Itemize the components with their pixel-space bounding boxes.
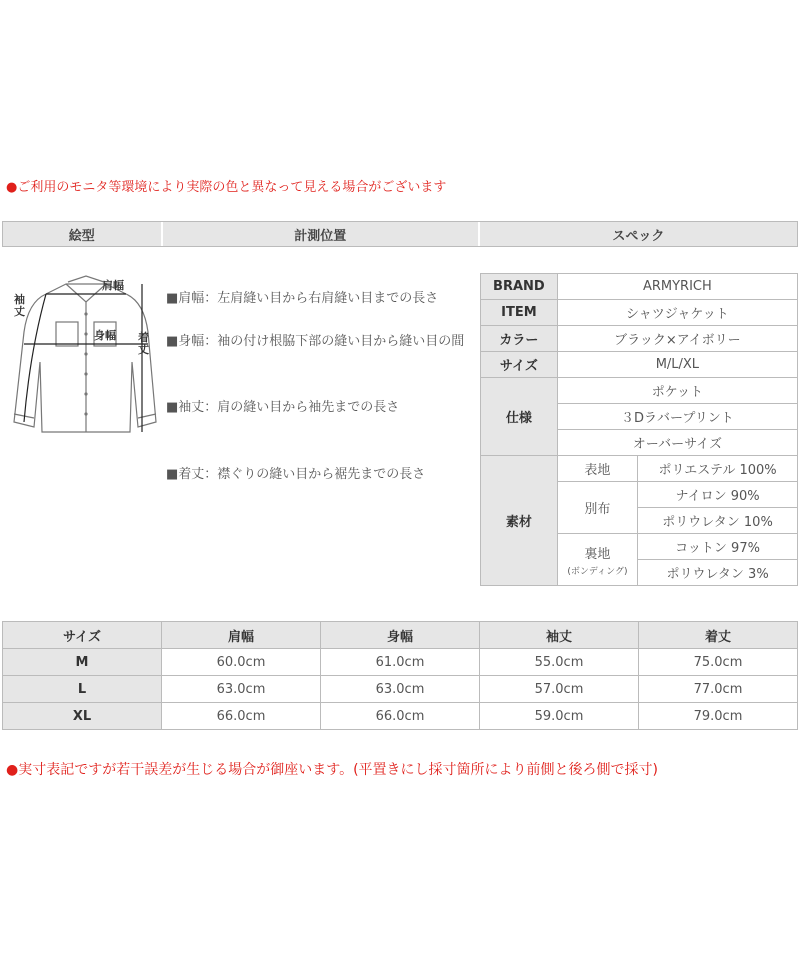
size-name: XL [3,703,162,730]
size-cell: 66.0cm [321,703,480,730]
spec-key: カラー [481,326,558,352]
table-row [3,649,798,676]
spec-key: BRAND [481,274,558,300]
size-cell: 77.0cm [639,676,798,703]
shirt-illustration [6,272,166,442]
measure-shoulder: ■肩幅：左肩縫い目から右肩縫い目までの長さ [166,291,439,306]
table-row [3,676,798,703]
size-cell: 55.0cm [480,649,639,676]
size-header: 袖丈 [480,622,639,649]
measurement-disclaimer: ●実寸表記ですが若干誤差が生じる場合が御座います。(平置きにし採寸箇所により前側と後ろ側で採寸) [6,762,659,778]
length-label-1: 着 [138,331,149,344]
spec-row-features [481,378,798,404]
size-name: L [3,676,162,703]
section-header [2,221,798,247]
spec-value: ポリエステル 100% [638,456,798,482]
spec-value: M/L/XL [557,352,797,378]
material-subkey: 別布 [557,482,637,534]
spec-key: 仕様 [481,378,558,456]
sleeve-label-1: 袖 [14,293,25,306]
spec-value: コットン 97% [638,534,798,560]
spec-key: サイズ [481,352,558,378]
size-cell: 63.0cm [321,676,480,703]
spec-value: シャツジャケット [557,300,797,326]
measure-length: ■着丈：襟ぐりの縫い目から裾先までの長さ [166,467,426,482]
sleeve-label-2: 丈 [14,305,25,318]
spec-value: ３Dラバープリント [557,404,797,430]
spec-table [480,273,798,586]
material-subkey [557,534,637,586]
measure-sleeve: ■袖丈：肩の縫い目から袖先までの長さ [166,400,400,415]
spec-value: ARMYRICH [557,274,797,300]
size-header: 身幅 [321,622,480,649]
shoulder-label: 肩幅 [102,279,124,292]
spec-value: オーバーサイズ [557,430,797,456]
size-header: 着丈 [639,622,798,649]
header-spec: スペック [480,222,797,246]
size-cell: 57.0cm [480,676,639,703]
header-measurement: 計測位置 [163,222,480,246]
size-table [2,621,798,730]
spec-row-item [481,300,798,326]
size-cell: 60.0cm [162,649,321,676]
body-width-label: 身幅 [94,329,116,342]
spec-key: ITEM [481,300,558,326]
spec-row-brand [481,274,798,300]
lining-note: (ボンディング) [567,566,628,577]
spec-value: ポリウレタン 10% [638,508,798,534]
spec-key: 素材 [481,456,558,586]
size-cell: 75.0cm [639,649,798,676]
color-disclaimer: ●ご利用のモニタ等環境により実際の色と異なって見える場合がございます [6,180,447,195]
spec-row-color [481,326,798,352]
header-illustration: 絵型 [3,222,163,246]
size-cell: 59.0cm [480,703,639,730]
spec-value: ブラック×アイボリー [557,326,797,352]
spec-row-size [481,352,798,378]
size-name: M [3,649,162,676]
size-header: 肩幅 [162,622,321,649]
size-header-row [3,622,798,649]
size-cell: 66.0cm [162,703,321,730]
spec-value: ポケット [557,378,797,404]
spec-value: ナイロン 90% [638,482,798,508]
spec-value: ポリウレタン 3% [638,560,798,586]
shirt-icon [6,272,166,442]
material-subkey: 表地 [557,456,637,482]
size-header: サイズ [3,622,162,649]
spec-row-material [481,456,798,482]
size-cell: 63.0cm [162,676,321,703]
size-cell: 79.0cm [639,703,798,730]
measure-body-width: ■身幅：袖の付け根脇下部の縫い目から縫い目の間 [166,334,465,349]
table-row [3,703,798,730]
lining-label: 裏地 [584,546,611,562]
length-label-2: 丈 [138,343,149,356]
size-cell: 61.0cm [321,649,480,676]
